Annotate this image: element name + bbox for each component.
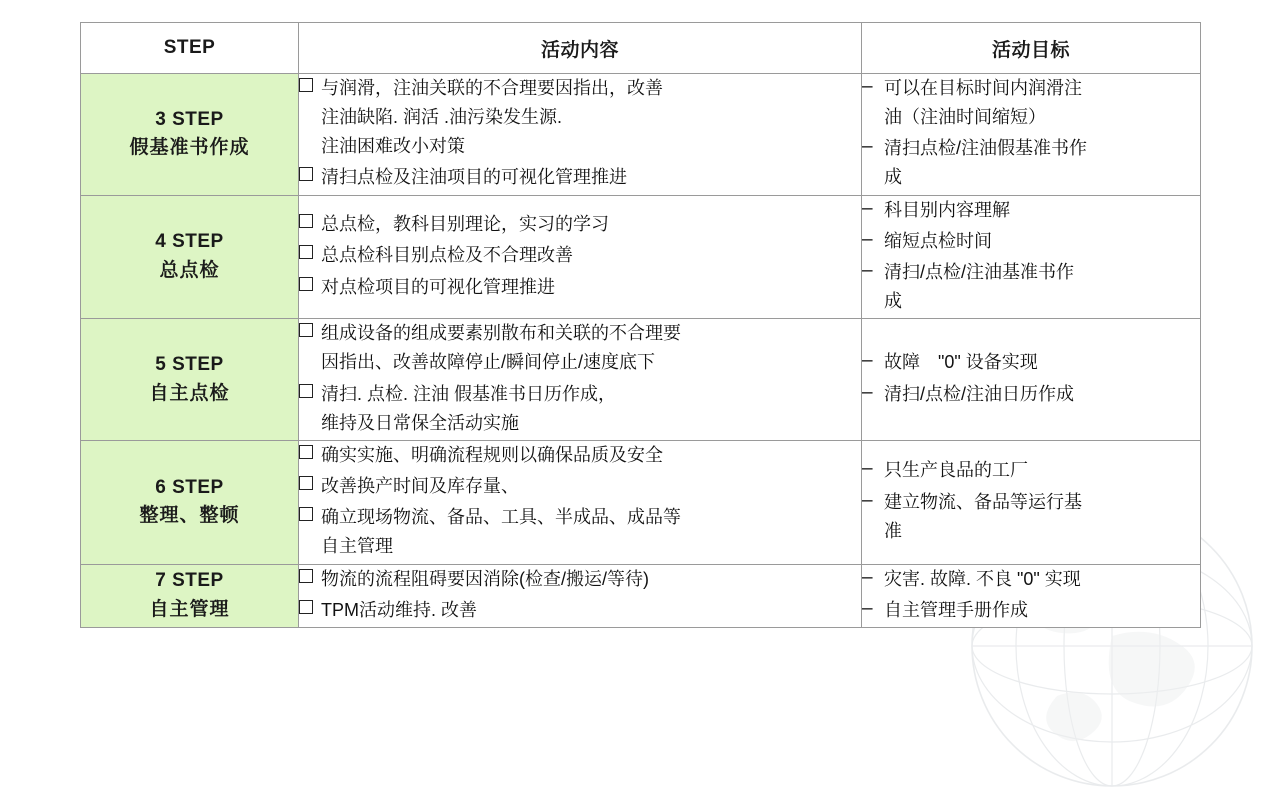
list-item [299, 74, 861, 161]
step-label-cell [81, 319, 299, 441]
checkbox-icon [299, 319, 321, 345]
table-row [81, 195, 1201, 319]
item-text: 清扫. 点检. 注油 假基准书日历作成， [321, 383, 617, 404]
activity-cell [299, 564, 862, 627]
activity-cell [299, 195, 862, 319]
list-item [862, 380, 1200, 409]
tpm-step-table [80, 22, 1201, 628]
item-text-cont: 维持及日常保全活动实施 [321, 412, 519, 433]
step-number: 6 STEP [155, 476, 224, 498]
checkbox-icon [299, 210, 321, 236]
activity-list [299, 319, 861, 438]
list-item [299, 319, 861, 377]
list-item [862, 488, 1200, 546]
goal-list [862, 74, 1200, 193]
activity-list [299, 441, 861, 562]
checkbox-icon [299, 596, 321, 622]
item-text: 可以在目标时间内润滑注 [884, 78, 1082, 98]
step-number: 7 STEP [155, 570, 224, 592]
list-item [862, 74, 1200, 132]
step-name: 自主管理 [149, 598, 230, 620]
list-item [862, 196, 1200, 225]
table-row [81, 564, 1201, 627]
item-text: 灾害. 故障. 不良 "0" 实现 [884, 568, 1081, 589]
step-name: 假基准书作成 [129, 137, 250, 159]
item-text: 与润滑，注油关联的不合理要因指出，改善 [321, 78, 663, 98]
item-text-cont: 成 [884, 291, 902, 312]
activity-cell [299, 440, 862, 564]
activity-cell [299, 319, 862, 441]
item-text-cont: 油（注油时间缩短） [884, 107, 1046, 128]
list-item [862, 348, 1200, 377]
table-row [81, 440, 1201, 564]
item-text: 确实实施、明确流程规则以确保品质及安全 [321, 444, 663, 465]
dash-bullet-icon [862, 227, 884, 253]
item-text: 组成设备的组成要素别散布和关联的不合理要 [321, 323, 681, 344]
step-label-cell [81, 74, 299, 196]
item-text: 自主管理手册作成 [884, 599, 1028, 620]
item-text: 总点检科目别点检及不合理改善 [321, 245, 573, 266]
item-text: 清扫/点检/注油基准书作 [884, 261, 1075, 282]
list-item [299, 441, 861, 470]
checkbox-icon [299, 163, 321, 189]
item-text: 改善换产时间及库存量、 [321, 476, 519, 497]
goal-cell [862, 195, 1201, 319]
checkbox-icon [299, 441, 321, 467]
item-text-cont: 成 [884, 167, 902, 188]
item-text: 对点检项目的可视化管理推进 [321, 276, 555, 297]
goal-list [862, 196, 1200, 317]
step-label-cell [81, 195, 299, 319]
list-item [299, 565, 861, 594]
goal-cell [862, 319, 1201, 441]
goal-cell [862, 564, 1201, 627]
list-item [862, 134, 1200, 192]
activity-list [299, 565, 861, 625]
checkbox-icon [299, 380, 321, 406]
dash-bullet-icon [862, 348, 884, 374]
goal-list [862, 456, 1200, 545]
checkbox-icon [299, 472, 321, 498]
step-label-cell [81, 564, 299, 627]
activity-cell [299, 74, 862, 196]
dash-bullet-icon [862, 74, 884, 100]
list-item [299, 380, 861, 438]
checkbox-icon [299, 241, 321, 267]
list-item [299, 273, 861, 302]
goal-cell [862, 74, 1201, 196]
item-text-cont: 因指出、改善故障停止/瞬间停止/速度底下 [321, 352, 656, 373]
goal-list [862, 565, 1200, 625]
checkbox-icon [299, 565, 321, 591]
list-item [299, 163, 861, 192]
step-name: 整理、整顿 [139, 505, 240, 527]
step-number: 3 STEP [155, 108, 224, 130]
list-item [299, 596, 861, 625]
step-number: 4 STEP [155, 231, 224, 253]
item-text: 故障 "0" 设备实现 [884, 352, 1038, 373]
step-name: 总点检 [159, 259, 220, 281]
list-item [862, 456, 1200, 485]
item-text-cont: 自主管理 [321, 536, 393, 557]
list-item [862, 596, 1200, 625]
item-text: 确立现场物流、备品、工具、半成品、成品等 [321, 507, 681, 528]
table-body [81, 74, 1201, 628]
list-item [862, 227, 1200, 256]
table-header [81, 23, 1201, 74]
dash-bullet-icon [862, 196, 884, 222]
item-text: 建立物流、备品等运行基 [884, 491, 1082, 512]
item-text: 物流的流程阻碍要因消除(检查/搬运/等待) [321, 568, 649, 589]
activity-list [299, 210, 861, 301]
item-text: 清扫点检及注油项目的可视化管理推进 [321, 167, 627, 188]
column-header-goal: 活动目标 [862, 23, 1201, 74]
list-item [299, 210, 861, 239]
checkbox-icon [299, 503, 321, 529]
dash-bullet-icon [862, 258, 884, 284]
column-header-step: STEP [81, 23, 299, 74]
goal-cell [862, 440, 1201, 564]
table-row [81, 74, 1201, 196]
dash-bullet-icon [862, 488, 884, 514]
checkbox-icon [299, 74, 321, 100]
dash-bullet-icon [862, 134, 884, 160]
list-item [299, 241, 861, 270]
list-item [862, 565, 1200, 594]
list-item [862, 258, 1200, 316]
item-text: 科目别内容理解 [884, 199, 1010, 220]
item-text: 缩短点检时间 [884, 230, 992, 251]
item-text-cont: 注油缺陷. 润活 .油污染发生源. [321, 107, 563, 128]
table-row [81, 319, 1201, 441]
table-header-row [81, 23, 1201, 74]
step-name: 自主点检 [149, 382, 230, 404]
checkbox-icon [299, 273, 321, 299]
column-header-activity: 活动内容 [299, 23, 862, 74]
list-item [299, 472, 861, 501]
item-text: TPM活动维持. 改善 [321, 599, 477, 620]
item-text: 清扫点检/注油假基准书作 [884, 138, 1087, 159]
dash-bullet-icon [862, 380, 884, 406]
item-text-cont: 注油困难改小对策 [321, 136, 465, 157]
item-text: 总点检，教科目别理论，实习的学习 [321, 214, 609, 235]
goal-list [862, 348, 1200, 408]
step-number: 5 STEP [155, 354, 224, 376]
item-text: 清扫/点检/注油日历作成 [884, 383, 1075, 404]
step-label-cell [81, 440, 299, 564]
item-text: 只生产良品的工厂 [884, 460, 1028, 481]
dash-bullet-icon [862, 565, 884, 591]
item-text-cont: 准 [884, 520, 902, 541]
dash-bullet-icon [862, 596, 884, 622]
list-item [299, 503, 861, 561]
activity-list [299, 74, 861, 193]
dash-bullet-icon [862, 456, 884, 482]
